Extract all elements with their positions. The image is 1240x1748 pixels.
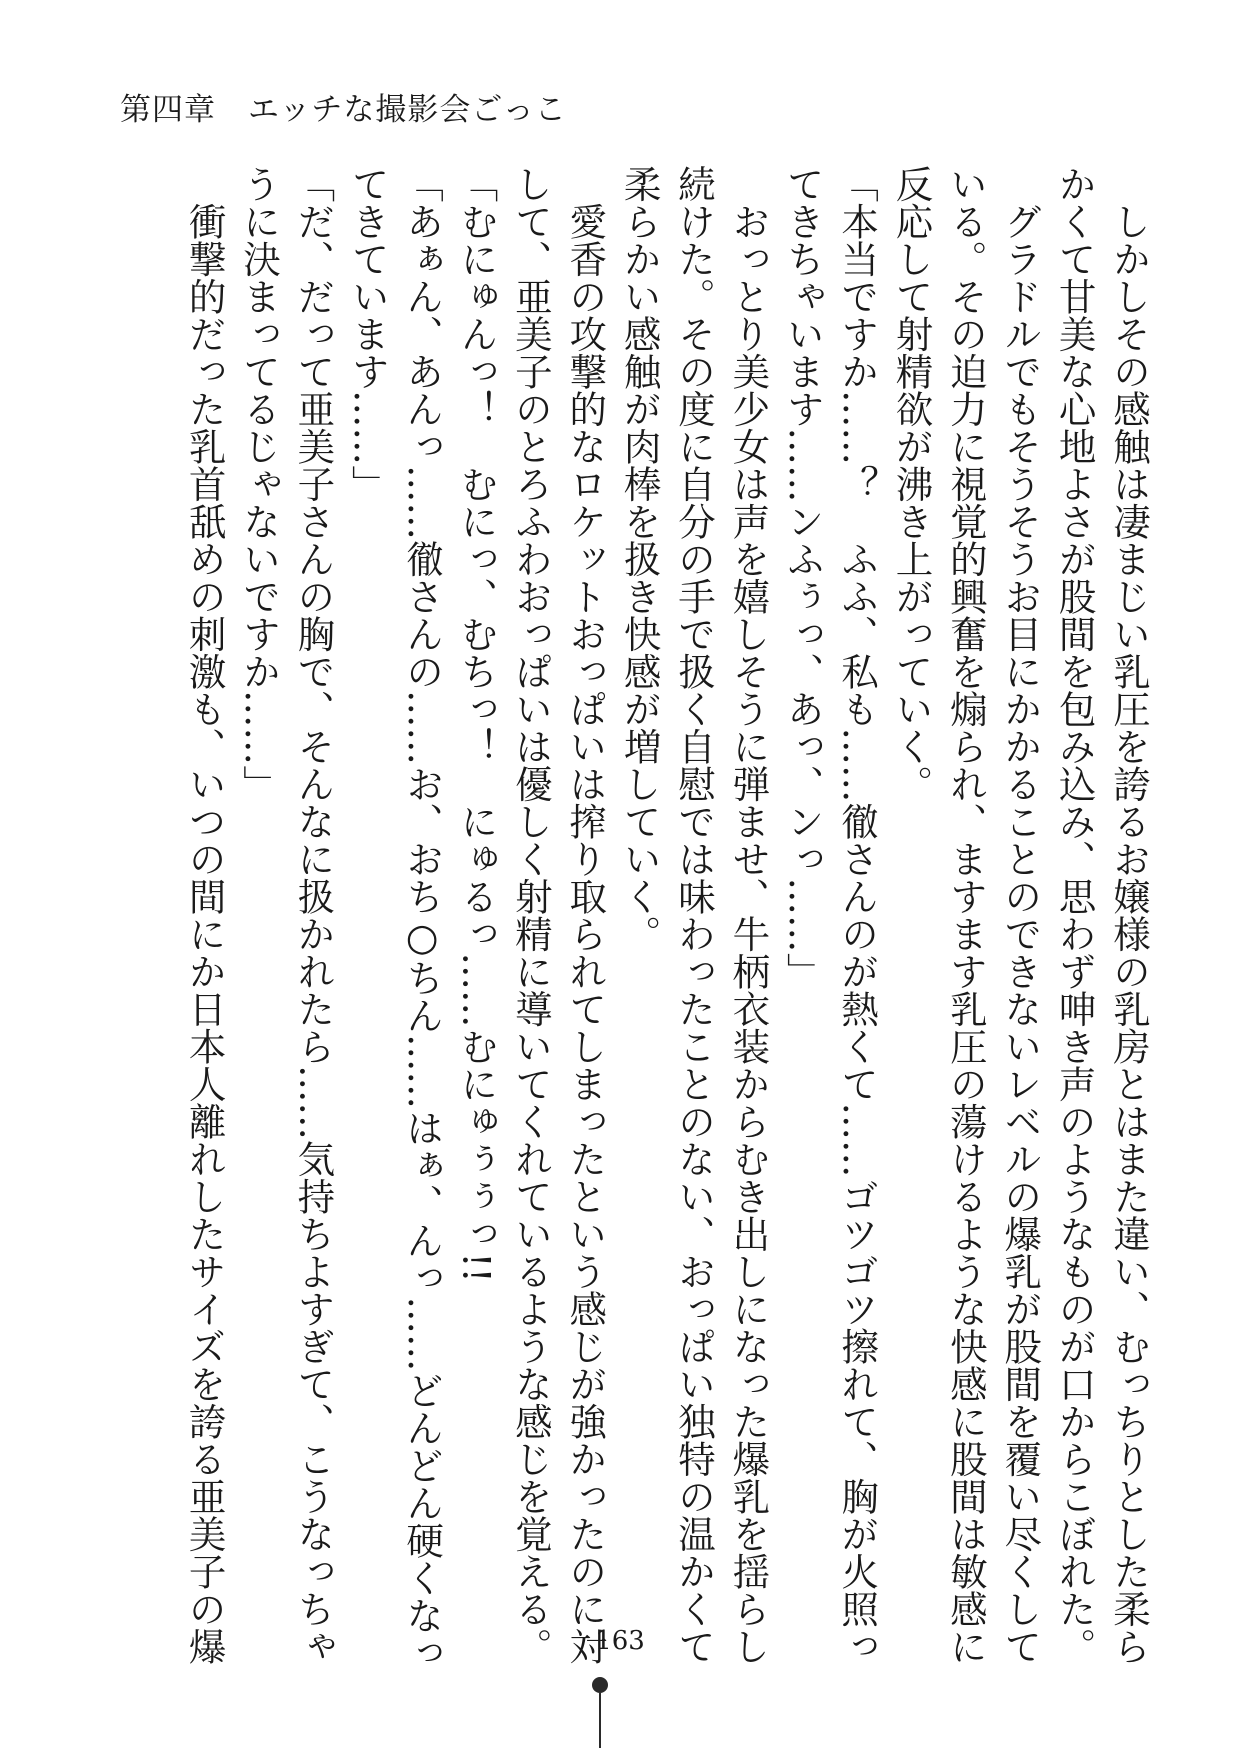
page-marker-line — [599, 1693, 601, 1748]
text-line: 「だ、だって亜美子さんの胸で、そんなに扱かれたら……気持ちよすぎて、こうなっちゃ — [291, 165, 336, 1665]
text-line: 柔らかい感触が肉棒を扱き快感が増していく。 — [617, 165, 662, 953]
text-line: おっとり美少女は声を嬉しそうに弾ませ、牛柄衣装からむき出しになった爆乳を揺らし — [726, 165, 771, 1665]
text-line: して、亜美子のとろふわおっぱいは優しく射精に導いてくれているような感じを覚える。 — [508, 165, 553, 1665]
page-marker-dot — [592, 1677, 608, 1693]
text-line: かくて甘美な心地よさが股間を包み込み、思わず呻き声のようなものが口からこぼれた。 — [1052, 165, 1097, 1665]
text-line: グラドルでもそうそうお目にかかることのできないレベルの爆乳が股間を覆い尽くして — [998, 165, 1043, 1665]
text-line: 衝撃的だった乳首舐めの刺激も、いつの間にか日本人離れしたサイズを誇る亜美子の爆 — [182, 165, 227, 1665]
text-line: てきています……」 — [345, 165, 390, 503]
text-line: いる。その迫力に視覚的興奮を煽られ、ますます乳圧の蕩けるような快感に股間は敏感に — [943, 165, 988, 1665]
text-line: しかしその感触は凄まじい乳圧を誇るお嬢様の乳房とはまた違い、むっちりとした柔ら — [1107, 165, 1151, 1665]
text-line: 反応して射精欲が沸き上がっていく。 — [889, 165, 934, 803]
text-line: 「あぁん、あんっ……徹さんの……お、おち○ちん……はぁ、んっ……どんどん硬くなっ — [400, 165, 445, 1672]
text-line: てきちゃいます……ンふぅっ、あっ、ンっ……」 — [780, 165, 825, 990]
text-line: 「本当ですか……？ ふふ、私も……徹さんのが熱くて……ゴツゴツ擦れて、胸が火照っ — [835, 165, 880, 1665]
text-line: 「むにゅんっ！ むにっ、むちっ！ にゅるっ……むにゅぅぅっ!! — [454, 165, 499, 1283]
running-title: 第四章 エッチな撮影会ごっこ — [120, 92, 567, 128]
text-line: 愛香の攻撃的なロケットおっぱいは搾り取られてしまったという感じが強かったのに対 — [563, 165, 608, 1665]
text-line: うに決まってるじゃないですか……」 — [237, 165, 281, 803]
text-line: 続けた。その度に自分の手で扱く自慰では味わったことのない、おっぱい独特の温かくて — [672, 165, 716, 1665]
page-number: 163 — [595, 1626, 645, 1656]
